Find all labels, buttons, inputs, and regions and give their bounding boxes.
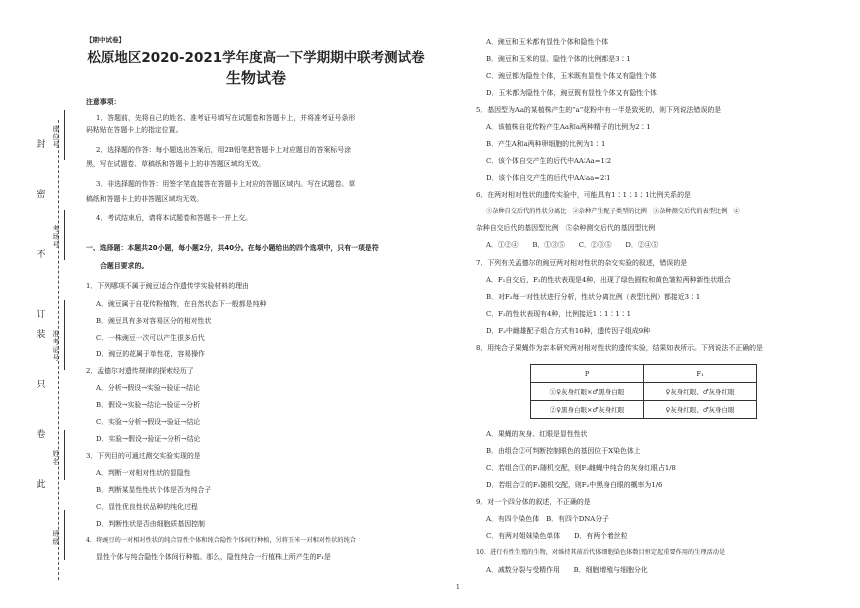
option-line: D．判断性状是否由细胞质基因控制 [96, 520, 205, 528]
option-line: A．该植株自花传粉产生Aa和a两种精子的比例为2∶1 [486, 123, 651, 131]
binding-char: 装 [36, 330, 46, 340]
binding-char: 订 [36, 310, 46, 320]
section-heading-cont: 合题目要求的。 [100, 262, 149, 270]
question-line: 5．基因型为Aa的某植株产生的“a”花粉中有一半是致死的，则下列说法错误的是 [476, 106, 722, 114]
binding-margin [0, 0, 82, 608]
name-line [64, 430, 65, 480]
table-header: P [531, 365, 644, 383]
notice-heading: 注意事项： [86, 98, 121, 106]
notice-line: 3．非选择题的作答：用签字笔直接答在答题卡上对应的答题区域内。写在试题卷、草 [96, 180, 356, 188]
binding-char: 封 [36, 140, 46, 150]
notice-line: 1．答题前，先将自己的姓名、准考证号填写在试题卷和答题卡上，并将准考证号条形 [96, 114, 356, 122]
binding-char: 卷 [36, 430, 46, 440]
question-line: 7．下列有关孟德尔的豌豆两对相对性状的杂交实验的叙述，错误的是 [476, 259, 688, 267]
option-line: B．假设→实验→结论→验证→分析 [96, 401, 200, 409]
section-heading: 一、选择题：本题共20小题，每小题2分，共40分。在每小题给出的四个选项中，只有一项是符 [86, 244, 379, 252]
admission-number-label: 准考证号 [52, 330, 60, 362]
option-line: D．豌豆的花属于单性花，容易操作 [96, 350, 205, 358]
table-row [531, 383, 757, 401]
binding-char: 只 [36, 380, 46, 390]
class-label: 班级 [52, 530, 60, 546]
subject-title: 生物试卷 [225, 69, 286, 87]
option-line: B．对F₂每一对性状进行分析，性状分离比例（表型比例）都接近3∶1 [486, 293, 701, 301]
exam-tag: 【期中试卷】 [86, 36, 125, 44]
question-line: 10．进行有性生殖的生物，对维持其前后代体细胞染色体数目恒定起重要作用的生理活动是 [476, 549, 726, 556]
option-line: C．若组合①的F₁随机交配，则F₂雌蝇中纯合的灰身红眼占1/8 [486, 464, 676, 472]
table-cell: ♀灰身红眼、♂灰身红眼 [644, 383, 757, 401]
table-row [531, 401, 757, 419]
option-line: B．产生A和a两种卵细胞的比例为1∶1 [486, 140, 606, 148]
option-line: D．玉米都为隐性个体，豌豆既有显性个体又有隐性个体 [486, 89, 657, 97]
option-line: D．F₂中雌雄配子组合方式有16种，遗传因子组成9种 [486, 327, 651, 335]
option-line: C．显性优良性状品种的纯化过程 [96, 503, 198, 511]
option-line: C．豌豆都为隐性个体，玉米既有显性个体又有隐性个体 [486, 72, 657, 80]
option-line: C．一株豌豆一次可以产生很多后代 [96, 334, 205, 342]
option-line: B．由组合②可判断控制眼色的基因位于X染色体上 [486, 447, 641, 455]
option-line: C．实验→分析→假设→验证→结论 [96, 418, 201, 426]
option-line: A．果蝇的灰身、红眼是显性性状 [486, 430, 588, 438]
exam-room-line [64, 210, 65, 260]
notice-line: 黑，写在试题卷、草稿纸和答题卡上的非答题区域均无效。 [86, 160, 266, 168]
option-line: B．豌豆和玉米的显、隐性个体的比例都是3∶1 [486, 55, 631, 63]
option-line: 杂种自交后代的基因型比例 ⑤杂种测交后代的基因型比例 [476, 224, 656, 232]
option-line: D．实验→假设→验证→分析→结论 [96, 435, 201, 443]
option-line: A．①②④ B．①③⑤ C．②③⑤ D．②④⑤ [486, 241, 659, 249]
table-cell: ①♀灰身红眼×♂黑身白眼 [531, 383, 644, 401]
binding-char: 密 [36, 190, 46, 200]
binding-char: 不 [36, 250, 46, 260]
table-cell: ②♀黑身白眼×♂灰身红眼 [531, 401, 644, 419]
question-line: 6．在两对相对性状的遗传实验中，可能具有1∶1∶1∶1比例关系的是 [476, 191, 691, 199]
option-line: A．豌豆属于自花传粉植物，在自然状态下一般都是纯种 [96, 300, 267, 308]
page-title: 松原地区2020-2021学年度高一下学期期中联考测试卷 [87, 50, 425, 66]
admission-number-line [64, 300, 65, 370]
question-line: 1．下列哪项不属于豌豆适合作遗传学实验材料的理由 [86, 282, 249, 290]
page-number: 1 [456, 584, 460, 591]
option-line: A．F₁自交后，F₂的性状表现是4种，出现了绿色圆粒和黄色皱粒两种新性状组合 [486, 276, 731, 284]
option-line: B．豌豆具有多对容易区分的相对性状 [96, 317, 212, 325]
question-line: 3．下列目的可通过测交实验实现的是 [86, 452, 201, 460]
option-line: C．F₂的性状表现有4种，比例接近1∶1∶1∶1 [486, 310, 631, 318]
notice-line: 码粘贴在答题卡上的指定位置。 [86, 126, 183, 134]
option-line: A．有四个染色体 B．有四个DNA分子 [486, 515, 610, 523]
option-line: D．若组合②的F₁随机交配，则F₂中黑身白眼的概率为1/6 [486, 481, 663, 489]
option-line: D．该个体自交产生的后代中AA∶aa=2∶1 [486, 174, 611, 182]
option-line: B．判断某显性性状个体是否为纯合子 [96, 486, 212, 494]
option-line: A．判断一对相对性状的显隐性 [96, 469, 191, 477]
name-label: 姓名 [52, 450, 60, 466]
table-header-row [531, 365, 757, 383]
notice-line: 4．考试结束后，请将本试题卷和答题卡一并上交。 [96, 214, 252, 222]
question-line: 4．将豌豆的一对相对性状的纯合显性个体和纯合隐性个体间行种植，另将玉米一对相对性状的纯合 [86, 537, 356, 544]
seat-number-line [64, 110, 65, 160]
seat-number-label: 座位号 [52, 125, 60, 149]
table-header: F₁ [644, 365, 757, 383]
binding-char: 此 [36, 480, 46, 490]
option-line: A．减数分裂与受精作用 B．细胞增殖与细胞分化 [486, 566, 648, 574]
exam-room-label: 考场号 [52, 225, 60, 249]
question-line: 2．孟德尔对遗传规律的探索经历了 [86, 367, 194, 375]
option-line: ①杂种自交后代的性状分离比 ②杂种产生配子类型的比例 ③杂种测交后代的表型比例 ④ [486, 208, 740, 215]
notice-line: 稿纸和答题卡上的非答题区域均无效。 [86, 195, 204, 203]
class-line [64, 510, 65, 560]
option-line: A．豌豆和玉米都有显性个体和隐性个体 [486, 38, 609, 46]
option-line: C．该个体自交产生的后代中AA∶Aa=1∶2 [486, 157, 612, 165]
option-line: A．分析→假设→实验→验证→结论 [96, 384, 200, 392]
result-table [530, 364, 757, 419]
table-cell: ♀灰身红眼、♂灰身白眼 [644, 401, 757, 419]
question-line: 9．对一个四分体的叙述，不正确的是 [476, 498, 591, 506]
option-line: C．有两对姐妹染色单体 D．有两个着丝粒 [486, 532, 628, 540]
question-line: 8．用纯合子果蝇作为亲本研究两对相对性状的遗传实验，结果如表所示。下列说法不正确的是 [476, 344, 763, 352]
notice-line: 2．选择题的作答：每小题选出答案后，用2B铅笔把答题卡上对应题目的答案标号涂 [96, 146, 352, 154]
question-line-cont: 显性个体与纯合隐性个体间行种植。那么，隐性纯合一行植株上所产生的F₁是 [96, 553, 331, 561]
